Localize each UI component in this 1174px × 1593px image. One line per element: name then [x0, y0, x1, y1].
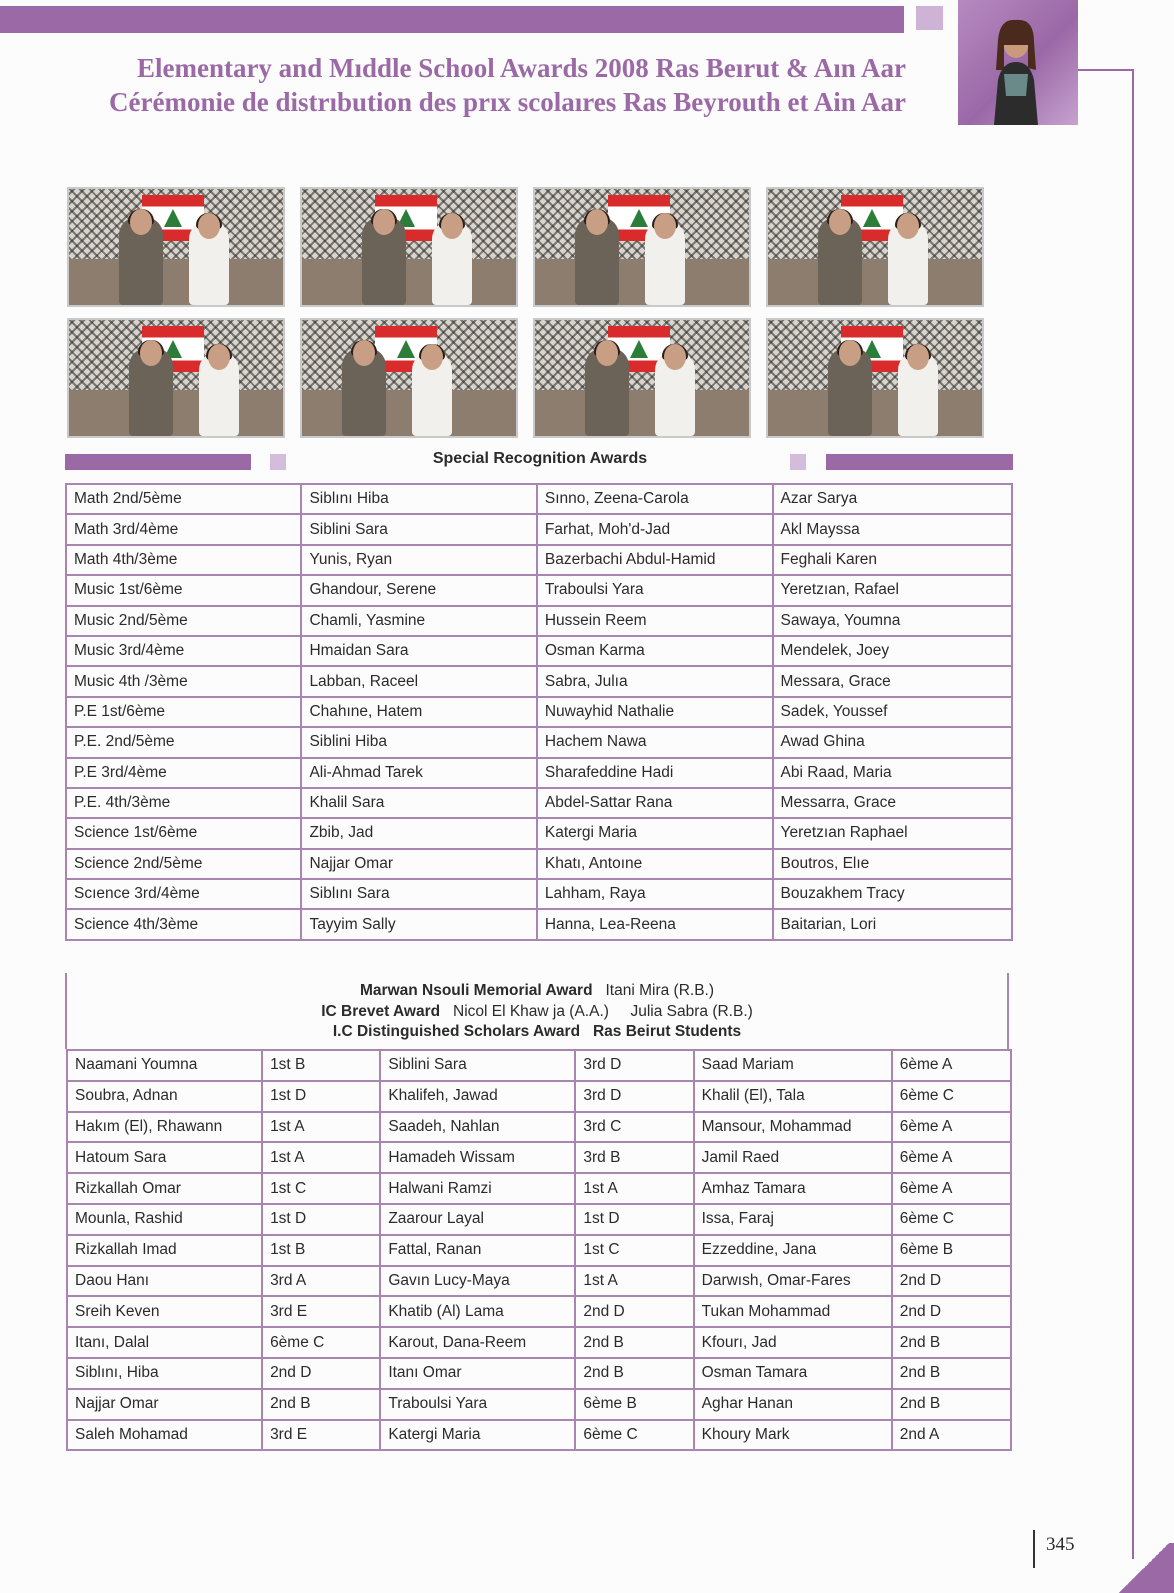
table-cell: 3rd E [262, 1420, 380, 1451]
table-cell: Farhat, Moh'd-Jad [537, 514, 773, 544]
ceremony-photo [300, 318, 518, 438]
table-cell: Sabra, Julıa [537, 666, 773, 696]
table-cell: Osman Karma [537, 636, 773, 666]
table-cell: Saad Mariam [694, 1050, 892, 1081]
table-cell: Hakım (El), Rhawann [67, 1112, 262, 1143]
scholar-row [67, 1389, 1011, 1420]
table-cell: Kfourı, Jad [694, 1327, 892, 1358]
table-cell: 1st D [262, 1204, 380, 1235]
table-cell: P.E 1st/6ème [66, 697, 301, 727]
table-cell: Khoury Mark [694, 1420, 892, 1451]
table-cell: Siblını, Hiba [67, 1358, 262, 1389]
memorial-award-label: Marwan Nsouli Memorial Award [360, 982, 593, 999]
table-cell: Fattal, Ranan [380, 1235, 575, 1266]
table-cell: Sınno, Zeena-Carola [537, 484, 773, 514]
table-cell: Music 1st/6ème [66, 575, 301, 605]
table-cell: Nuwayhid Nathalie [537, 697, 773, 727]
special-award-row [66, 575, 1012, 605]
special-award-row [66, 849, 1012, 879]
table-cell: 6ème C [262, 1327, 380, 1358]
table-cell: Khatib (Al) Lama [380, 1296, 575, 1327]
memorial-award-value: Itani Mira (R.B.) [605, 982, 714, 999]
table-cell: 1st D [262, 1081, 380, 1112]
brevet-award-value-1: Nicol El Khaw ja (A.A.) [453, 1002, 609, 1020]
scholar-row [67, 1266, 1011, 1297]
table-cell: 3rd A [262, 1266, 380, 1297]
ceremony-photo [766, 187, 984, 307]
table-cell: Math 3rd/4ème [66, 514, 301, 544]
ceremony-photo [533, 318, 751, 438]
table-cell: Osman Tamara [694, 1358, 892, 1389]
table-cell: 2nd A [892, 1420, 1011, 1451]
ceremony-photo [766, 318, 984, 438]
brevet-award-line [67, 1002, 1007, 1023]
table-cell: 2nd D [892, 1266, 1011, 1297]
table-cell: Daou Hanı [67, 1266, 262, 1297]
table-cell: 1st C [262, 1173, 380, 1204]
special-award-row [66, 818, 1012, 848]
table-cell: Chamli, Yasmine [301, 606, 536, 636]
table-cell: 1st B [262, 1050, 380, 1081]
table-cell: Yunis, Ryan [301, 545, 536, 575]
table-cell: Sadek, Youssef [773, 697, 1012, 727]
table-cell: 6ème A [892, 1173, 1011, 1204]
table-cell: Mansour, Mohammad [694, 1112, 892, 1143]
table-cell: Azar Sarya [773, 484, 1012, 514]
table-cell: Music 4th /3ème [66, 666, 301, 696]
table-cell: Siblini Hiba [301, 727, 536, 757]
table-cell: 1st A [262, 1112, 380, 1143]
table-cell: Messara, Grace [773, 666, 1012, 696]
margin-rule-horizontal [1078, 69, 1134, 71]
ceremony-photo [533, 187, 751, 307]
table-cell: Math 4th/3ème [66, 545, 301, 575]
ceremony-photo [67, 187, 285, 307]
table-cell: Abdel-Sattar Rana [537, 788, 773, 818]
table-cell: Sawaya, Youmna [773, 606, 1012, 636]
scholar-row [67, 1050, 1011, 1081]
table-cell: 3rd C [575, 1112, 693, 1143]
table-cell: Tukan Mohammad [694, 1296, 892, 1327]
table-cell: 3rd D [575, 1081, 693, 1112]
page-title: Elementary and Mıddle School Awards 2008 Ras Beırut & Aın Aar [136, 53, 906, 83]
ceremony-photo [300, 187, 518, 307]
table-cell: 6ème A [892, 1142, 1011, 1173]
scholar-row [67, 1420, 1011, 1451]
scholars-award-value: Ras Beirut Students [592, 1023, 742, 1040]
table-cell: 2nd B [575, 1327, 693, 1358]
table-cell: Khalil Sara [301, 788, 536, 818]
table-cell: 2nd D [575, 1296, 693, 1327]
table-cell: Zaarour Layal [380, 1204, 575, 1235]
table-cell: P.E. 4th/3ème [66, 788, 301, 818]
special-award-row [66, 758, 1012, 788]
table-cell: Chahıne, Hatem [301, 697, 536, 727]
table-cell: Karout, Dana-Reem [380, 1327, 575, 1358]
margin-rule-vertical [1132, 69, 1134, 1559]
table-cell: 1st B [262, 1235, 380, 1266]
table-cell: Baitarian, Lori [773, 909, 1012, 939]
table-cell: 3rd B [575, 1142, 693, 1173]
table-cell: 6ème C [892, 1081, 1011, 1112]
table-cell: Darwısh, Omar-Fares [694, 1266, 892, 1297]
table-cell: Itanı, Dalal [67, 1327, 262, 1358]
table-cell: Halwani Ramzi [380, 1173, 575, 1204]
special-award-row [66, 879, 1012, 909]
table-cell: Itanı Omar [380, 1358, 575, 1389]
table-cell: Music 2nd/5ème [66, 606, 301, 636]
table-cell: Katergi Maria [537, 818, 773, 848]
special-award-row [66, 545, 1012, 575]
table-cell: Siblını Hiba [301, 484, 536, 514]
section-bar-left [65, 454, 251, 470]
table-cell: Tayyim Sally [301, 909, 536, 939]
table-cell: Akl Mayssa [773, 514, 1012, 544]
scholars-table [66, 1049, 1012, 1451]
table-cell: Science 2nd/5ème [66, 849, 301, 879]
special-recognition-table [65, 483, 1013, 941]
table-cell: Khalifeh, Jawad [380, 1081, 575, 1112]
table-cell: 1st C [575, 1235, 693, 1266]
table-cell: 2nd B [262, 1389, 380, 1420]
table-cell: Sreih Keven [67, 1296, 262, 1327]
table-cell: Awad Ghina [773, 727, 1012, 757]
table-cell: Lahham, Raya [537, 879, 773, 909]
page-subtitle: Cérémonie de distrıbution des prıx scolaıres Ras Beyrouth et Ain Aar [109, 87, 906, 117]
table-cell: Rizkallah Omar [67, 1173, 262, 1204]
scholar-row [67, 1081, 1011, 1112]
table-cell: Bazerbachi Abdul-Hamid [537, 545, 773, 575]
scholar-row [67, 1112, 1011, 1143]
table-cell: Messarra, Grace [773, 788, 1012, 818]
table-cell: 6ème C [892, 1204, 1011, 1235]
table-cell: Naamani Youmna [67, 1050, 262, 1081]
special-award-row [66, 484, 1012, 514]
table-cell: Yeretzıan, Rafael [773, 575, 1012, 605]
table-cell: Music 3rd/4ème [66, 636, 301, 666]
table-cell: Math 2nd/5ème [66, 484, 301, 514]
table-cell: Boutros, Elıe [773, 849, 1012, 879]
special-award-row [66, 606, 1012, 636]
table-cell: Ezzeddine, Jana [694, 1235, 892, 1266]
table-cell: P.E 3rd/4ème [66, 758, 301, 788]
special-award-row [66, 909, 1012, 939]
table-cell: Hmaidan Sara [301, 636, 536, 666]
table-cell: 3rd D [575, 1050, 693, 1081]
table-cell: Siblini Sara [301, 514, 536, 544]
scholar-row [67, 1327, 1011, 1358]
table-cell: 2nd B [892, 1389, 1011, 1420]
table-cell: 3rd E [262, 1296, 380, 1327]
table-cell: Siblini Sara [380, 1050, 575, 1081]
scholars-award-line [67, 1022, 1007, 1043]
table-cell: 6ème C [575, 1420, 693, 1451]
table-cell: Hachem Nawa [537, 727, 773, 757]
scholar-row [67, 1235, 1011, 1266]
corner-accent [1114, 1543, 1174, 1593]
table-cell: Abi Raad, Maria [773, 758, 1012, 788]
section-square-left [270, 454, 286, 470]
table-cell: Science 4th/3ème [66, 909, 301, 939]
special-award-row [66, 514, 1012, 544]
brevet-award-value-2: Julia Sabra (R.B.) [630, 1002, 753, 1020]
table-cell: Science 1st/6ème [66, 818, 301, 848]
table-cell: Issa, Faraj [694, 1204, 892, 1235]
header-band [0, 6, 904, 33]
table-cell: Katergi Maria [380, 1420, 575, 1451]
table-cell: Labban, Raceel [301, 666, 536, 696]
table-cell: Ali-Ahmad Tarek [301, 758, 536, 788]
table-cell: 6ème B [575, 1389, 693, 1420]
table-cell: Bouzakhem Tracy [773, 879, 1012, 909]
special-award-row [66, 697, 1012, 727]
scholar-row [67, 1358, 1011, 1389]
table-cell: Traboulsi Yara [537, 575, 773, 605]
special-award-row [66, 788, 1012, 818]
special-award-row [66, 727, 1012, 757]
table-cell: Soubra, Adnan [67, 1081, 262, 1112]
table-cell: 1st A [575, 1266, 693, 1297]
table-cell: Ghandour, Serene [301, 575, 536, 605]
table-cell: 6ème A [892, 1050, 1011, 1081]
table-cell: 2nd B [892, 1327, 1011, 1358]
table-cell: Rizkallah Imad [67, 1235, 262, 1266]
page-number-rule [1033, 1530, 1035, 1568]
header-square [916, 6, 943, 30]
table-cell: Hussein Reem [537, 606, 773, 636]
table-cell: Amhaz Tamara [694, 1173, 892, 1204]
awards-box [65, 973, 1009, 1049]
brevet-award-label: IC Brevet Award [321, 1002, 441, 1020]
scholars-award-label: I.C Distinguished Scholars Award [332, 1023, 581, 1040]
table-cell: Khatı, Antoıne [537, 849, 773, 879]
table-cell: 2nd D [892, 1296, 1011, 1327]
table-cell: Jamil Raed [694, 1142, 892, 1173]
scholar-row [67, 1204, 1011, 1235]
table-cell: Najjar Omar [301, 849, 536, 879]
table-cell: 2nd B [575, 1358, 693, 1389]
table-cell: Gavın Lucy-Maya [380, 1266, 575, 1297]
scholar-row [67, 1296, 1011, 1327]
memorial-award-line [67, 981, 1007, 1002]
table-cell: 6ème B [892, 1235, 1011, 1266]
table-cell: Hatoum Sara [67, 1142, 262, 1173]
table-cell: Najjar Omar [67, 1389, 262, 1420]
table-cell: Yeretzıan Raphael [773, 818, 1012, 848]
table-cell: 2nd D [262, 1358, 380, 1389]
table-cell: Scıence 3rd/4ème [66, 879, 301, 909]
table-cell: 2nd B [892, 1358, 1011, 1389]
table-cell: P.E. 2nd/5ème [66, 727, 301, 757]
table-cell: Feghali Karen [773, 545, 1012, 575]
table-cell: 1st D [575, 1204, 693, 1235]
table-cell: Saleh Mohamad [67, 1420, 262, 1451]
table-cell: Traboulsi Yara [380, 1389, 575, 1420]
table-cell: 6ème A [892, 1112, 1011, 1143]
section-bar-right [826, 454, 1013, 470]
table-cell: Mounla, Rashid [67, 1204, 262, 1235]
table-cell: Saadeh, Nahlan [380, 1112, 575, 1143]
table-cell: Siblını Sara [301, 879, 536, 909]
special-award-row [66, 666, 1012, 696]
table-cell: Zbib, Jad [301, 818, 536, 848]
table-cell: Hanna, Lea-Reena [537, 909, 773, 939]
table-cell: Mendelek, Joey [773, 636, 1012, 666]
table-cell: Sharafeddine Hadi [537, 758, 773, 788]
ceremony-photo [67, 318, 285, 438]
page-number: 345 [1046, 1534, 1075, 1555]
scholar-row [67, 1173, 1011, 1204]
corner-photo [958, 0, 1078, 125]
table-cell: 1st A [262, 1142, 380, 1173]
table-cell: Khalil (El), Tala [694, 1081, 892, 1112]
table-cell: 1st A [575, 1173, 693, 1204]
table-cell: Hamadeh Wissam [380, 1142, 575, 1173]
table-cell: Aghar Hanan [694, 1389, 892, 1420]
special-award-row [66, 636, 1012, 666]
scholar-row [67, 1142, 1011, 1173]
section-title: Special Recognition Awards [432, 450, 648, 467]
section-square-right [790, 454, 806, 470]
